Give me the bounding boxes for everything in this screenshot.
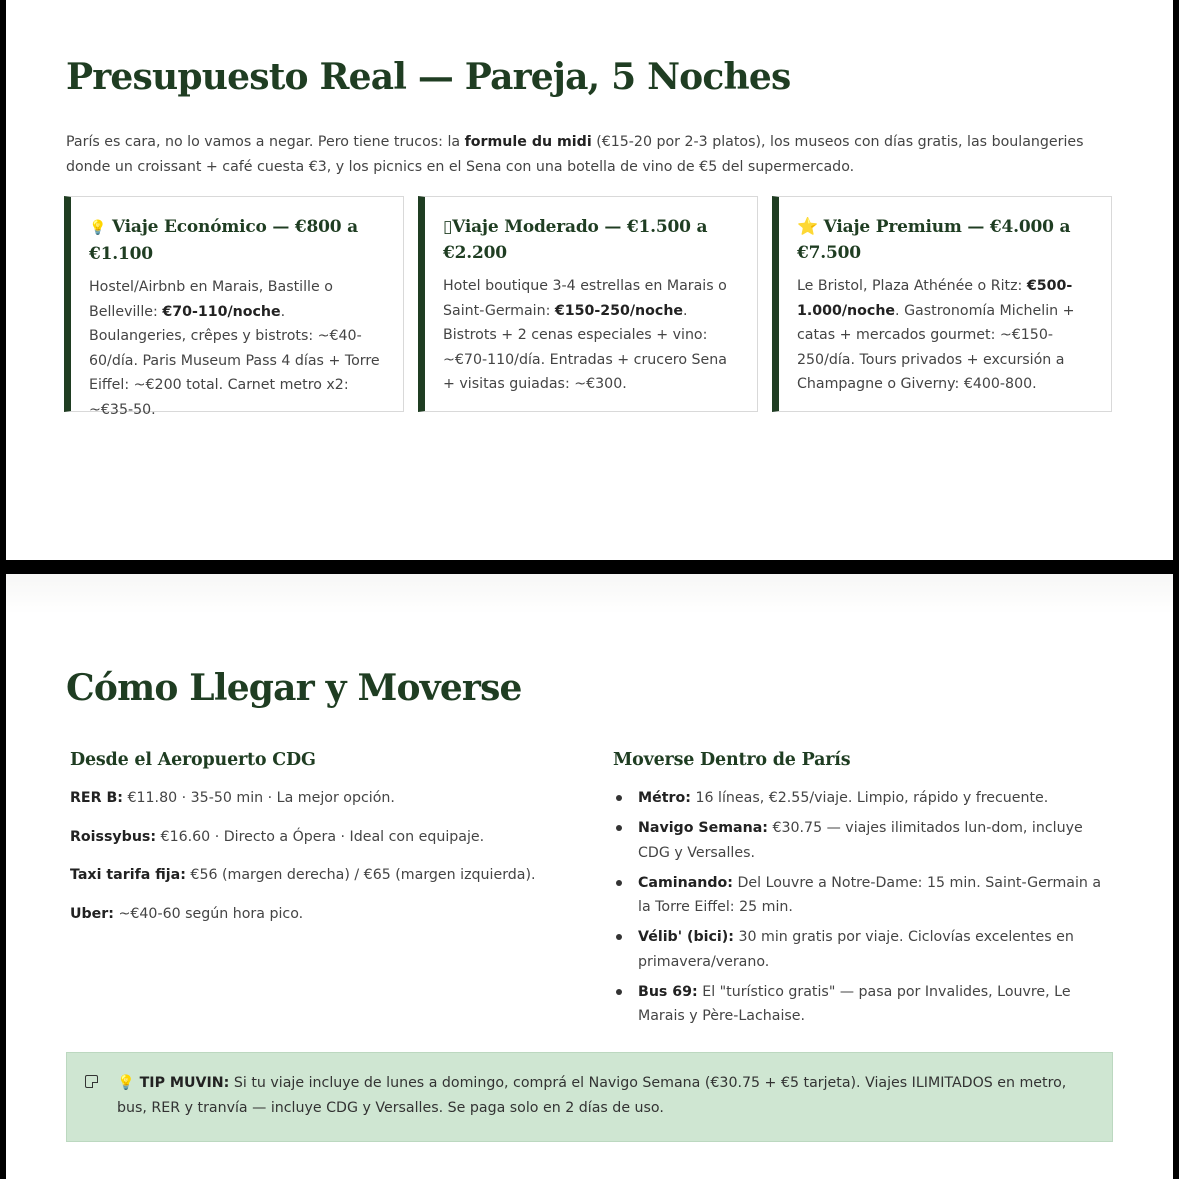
card-text <box>797 274 1093 397</box>
card-text <box>443 274 739 397</box>
card-title <box>443 214 739 266</box>
airport-option <box>70 786 550 810</box>
budget-intro-text-2: (€15-20 por 2-3 platos), los museos con días gratis, las boulangeries donde un croissant + café cuesta €3, y los picnics en el Sena con una botella de vino de €5 del supermercado. <box>66 134 1084 175</box>
budget-card-economico <box>64 196 404 418</box>
lightbulb-icon: 💡 <box>117 1075 135 1091</box>
item-label: Caminando: <box>638 874 733 891</box>
budget-card-moderado <box>418 196 758 412</box>
list-item <box>613 816 1118 865</box>
note-icon <box>85 1075 98 1088</box>
option-label: Taxi tarifa fija: <box>70 867 186 883</box>
card-title <box>89 214 385 267</box>
card-price: €150-250/noche <box>554 302 684 319</box>
airport-option <box>70 825 550 849</box>
transport-title: Cómo Llegar y Moverse <box>66 667 522 709</box>
card-text-1: Hostel/Airbnb en Marais, Bastille o Belleville: <box>89 279 333 320</box>
card-title-text: Viaje Económico — €800 a €1.100 <box>89 217 358 264</box>
tip-text: Si tu viaje incluye de lunes a domingo, comprá el Navigo Semana (€30.75 + €5 tarjeta). Viajes ILIMITADOS en metro, bus, RER y tranvía — incluye CDG y Versalles. Se paga solo en 2 días de uso. <box>117 1075 1067 1116</box>
option-text: ~€40-60 según hora pico. <box>113 905 304 922</box>
option-label: Roissybus: <box>70 828 157 845</box>
item-label: Navigo Semana: <box>638 820 768 836</box>
budget-card-premium <box>772 196 1112 412</box>
budget-title: Presupuesto Real — Pareja, 5 Noches <box>66 56 791 98</box>
item-text: 16 líneas, €2.55/viaje. Limpio, rápido y frecuente. <box>690 790 1049 806</box>
option-text: €56 (margen derecha) / €65 (margen izquierda). <box>185 867 536 883</box>
budget-section <box>6 0 1173 560</box>
airport-title: Desde el Aeropuerto CDG <box>70 750 316 770</box>
item-text: Del Louvre a Notre-Dame: 15 min. Saint-Germain a la Torre Eiffel: 25 min. <box>638 874 1102 915</box>
airport-option <box>70 902 550 926</box>
item-text: El "turístico gratis" — pasa por Invalides, Louvre, Le Marais y Père-Lachaise. <box>638 983 1071 1024</box>
star-icon: ⭐ <box>797 217 818 237</box>
card-price: €500-1.000/noche <box>797 278 1073 319</box>
option-label: RER B: <box>70 790 123 806</box>
option-text: €16.60 · Directo a Ópera · Ideal con equipaje. <box>156 828 485 845</box>
item-label: Métro: <box>638 790 691 806</box>
list-item <box>613 871 1118 920</box>
city-column <box>613 750 1118 1034</box>
list-item <box>613 980 1118 1029</box>
card-title-text: Viaje Moderado — €1.500 a €2.200 <box>443 217 708 263</box>
airport-option <box>70 863 550 887</box>
card-title <box>797 214 1093 266</box>
missing-glyph-icon: ▯ <box>443 217 453 237</box>
item-text: €30.75 — viajes ilimitados lun-dom, incluye CDG y Versalles. <box>638 820 1083 861</box>
list-item <box>613 925 1118 974</box>
card-text <box>89 275 385 423</box>
card-text-1: Hotel boutique 3-4 estrellas en Marais o Saint-Germain: <box>443 278 727 319</box>
city-title: Moverse Dentro de París <box>613 750 851 770</box>
budget-intro-text: París es cara, no lo vamos a negar. Pero tiene trucos: la <box>66 134 465 150</box>
transport-section <box>6 574 1173 1179</box>
card-title-text: Viaje Premium — €4.000 a €7.500 <box>797 217 1071 263</box>
lightbulb-icon: 💡 <box>89 220 107 236</box>
option-label: Uber: <box>70 905 114 922</box>
tip-label: TIP MUVIN: <box>134 1075 230 1091</box>
list-item <box>613 786 1118 811</box>
item-label: Bus 69: <box>638 983 698 1000</box>
item-text: 30 min gratis por viaje. Ciclovías excelentes en primavera/verano. <box>638 929 1074 970</box>
card-text-1: Le Bristol, Plaza Athénée o Ritz: <box>797 278 1027 294</box>
tip-box <box>66 1052 1113 1142</box>
airport-column <box>70 750 550 940</box>
item-label: Vélib' (bici): <box>638 929 734 945</box>
option-text: €11.80 · 35-50 min · La mejor opción. <box>122 790 395 806</box>
budget-intro-bold: formule du midi <box>464 134 592 150</box>
card-text-2: . Boulangeries, crêpes y bistrots: ~€40-60/día. Paris Museum Pass 4 días + Torre Eiffel: ~€200 total. Carnet metro x2: ~€35-50. <box>89 303 380 418</box>
city-list <box>613 786 1118 1029</box>
budget-intro <box>66 130 1086 179</box>
card-text-2: . Bistrots + 2 cenas especiales + vino: ~€70-110/día. Entradas + crucero Sena + visitas guiadas: ~€300. <box>443 302 727 393</box>
card-price: €70-110/noche <box>162 303 281 320</box>
card-text-2: . Gastronomía Michelin + catas + mercados gourmet: ~€150-250/día. Tours privados + excursión a Champagne o Giverny: €400-800. <box>797 302 1075 393</box>
